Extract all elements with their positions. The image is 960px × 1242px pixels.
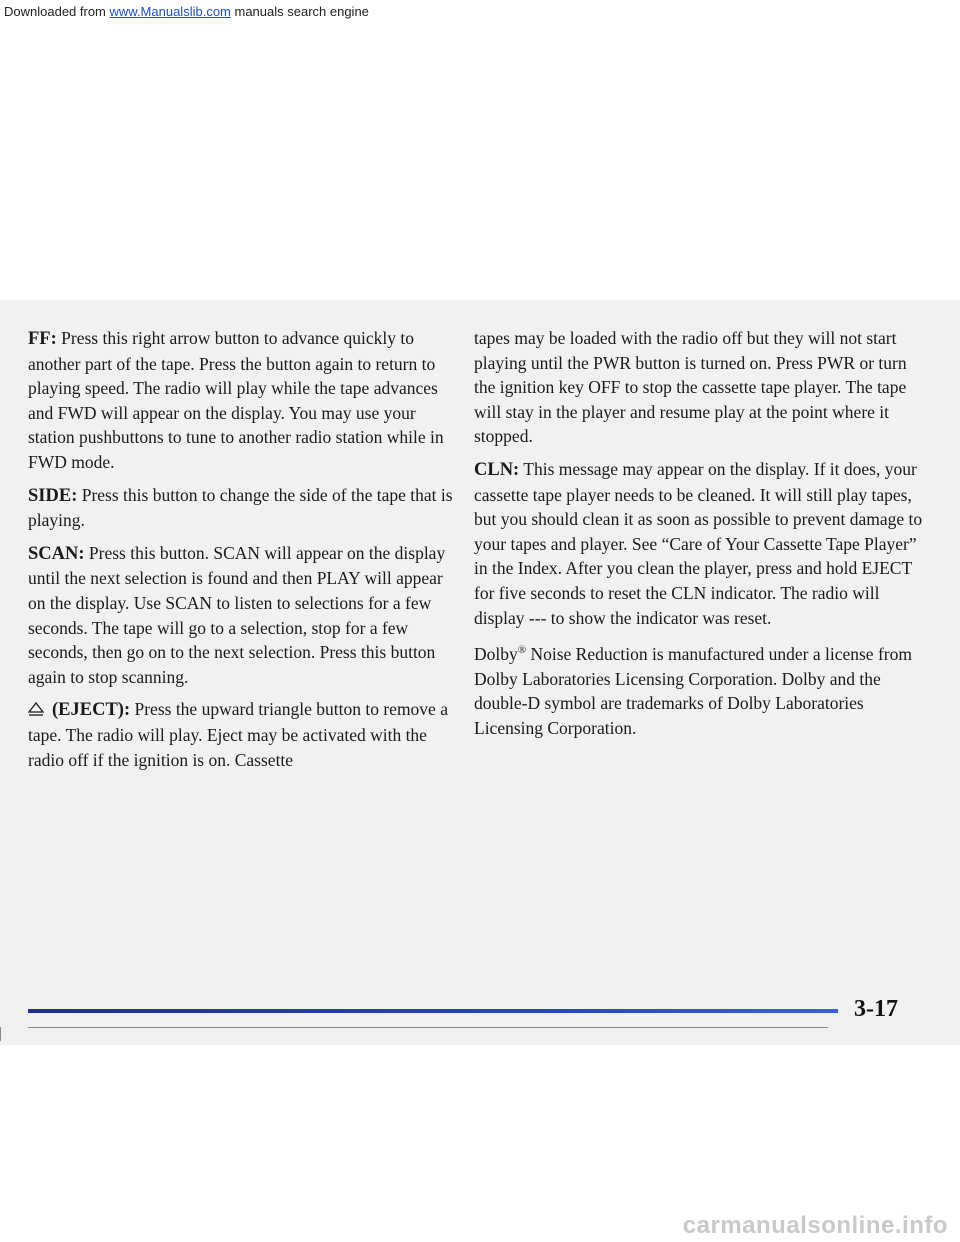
cln-paragraph — [474, 457, 929, 630]
crop-mark — [0, 1027, 1, 1041]
footer-brand-watermark: carmanualsonline.info — [682, 1212, 948, 1239]
eject-triangle-icon — [28, 702, 44, 716]
side-text: Press this button to change the side of the tape that is playing. — [28, 484, 453, 531]
eject-term: (EJECT): — [52, 700, 131, 721]
ff-paragraph — [28, 326, 453, 475]
dolby-paragraph — [474, 638, 929, 740]
manualslib-link[interactable]: www.Manualslib.com — [109, 4, 231, 19]
dolby-word: Dolby — [474, 643, 518, 664]
scan-term: SCAN: — [28, 543, 85, 564]
download-banner — [0, 0, 960, 24]
cln-term: CLN: — [474, 459, 520, 480]
registered-mark: ® — [517, 644, 527, 657]
cassette-continued-paragraph — [474, 326, 929, 449]
ff-text: Press this right arrow button to advance quickly to another part of the tape. Press the button again to return to playing speed. The radio will play while the tape advances and FWD will appear on the display. You may use your station pushbuttons to tune to another radio station while in FWD mode. — [28, 328, 444, 472]
footer-rule-thin — [28, 1027, 828, 1028]
cassette-continued-text: tapes may be loaded with the radio off but they will not start playing until the PWR button is turned on. Press PWR or turn the ignition key OFF to stop the cassette tape player. The tape will stay in the player and resume play at the point where it stopped. — [474, 328, 907, 447]
side-term: SIDE: — [28, 485, 78, 506]
left-column — [28, 326, 453, 780]
eject-text: Press the upward triangle button to remove a tape. The radio will play. Eject may be activated with the radio off if the ignition is on. Cassette — [28, 699, 448, 770]
footer-rule-thick — [28, 1009, 838, 1013]
ff-term: FF: — [28, 329, 57, 349]
banner-prefix: Downloaded from — [4, 4, 110, 19]
side-paragraph — [28, 483, 453, 533]
right-column — [474, 326, 929, 748]
dolby-text: Noise Reduction is manufactured under a license from Dolby Laboratories Licensing Corporation. Dolby and the double-D symbol are trademarks of Dolby Laboratories Licensing Corporation. — [474, 643, 912, 738]
scan-text: Press this button. SCAN will appear on the display until the next selection is found and then PLAY will appear on the display. Use SCAN to listen to selections for a few seconds. The tape will go to a selection, stop for a few seconds, then go on to the next selection. Press this button again to stop scanning. — [28, 542, 446, 687]
page-number: 3-17 — [854, 996, 898, 1022]
scan-paragraph — [28, 541, 453, 690]
eject-paragraph — [28, 697, 453, 772]
cln-text: This message may appear on the display. If it does, your cassette tape player needs to be cleaned. It will still play tapes, but you should clean it as soon as possible to prevent damage to your tapes and player. See “Care of Your Cassette Tape Player” in the Index. After you clean the player, press and hold EJECT for five seconds to reset the CLN indicator. The radio will display --- to show the indicator was reset. — [474, 458, 923, 628]
banner-suffix: manuals search engine — [230, 4, 369, 19]
